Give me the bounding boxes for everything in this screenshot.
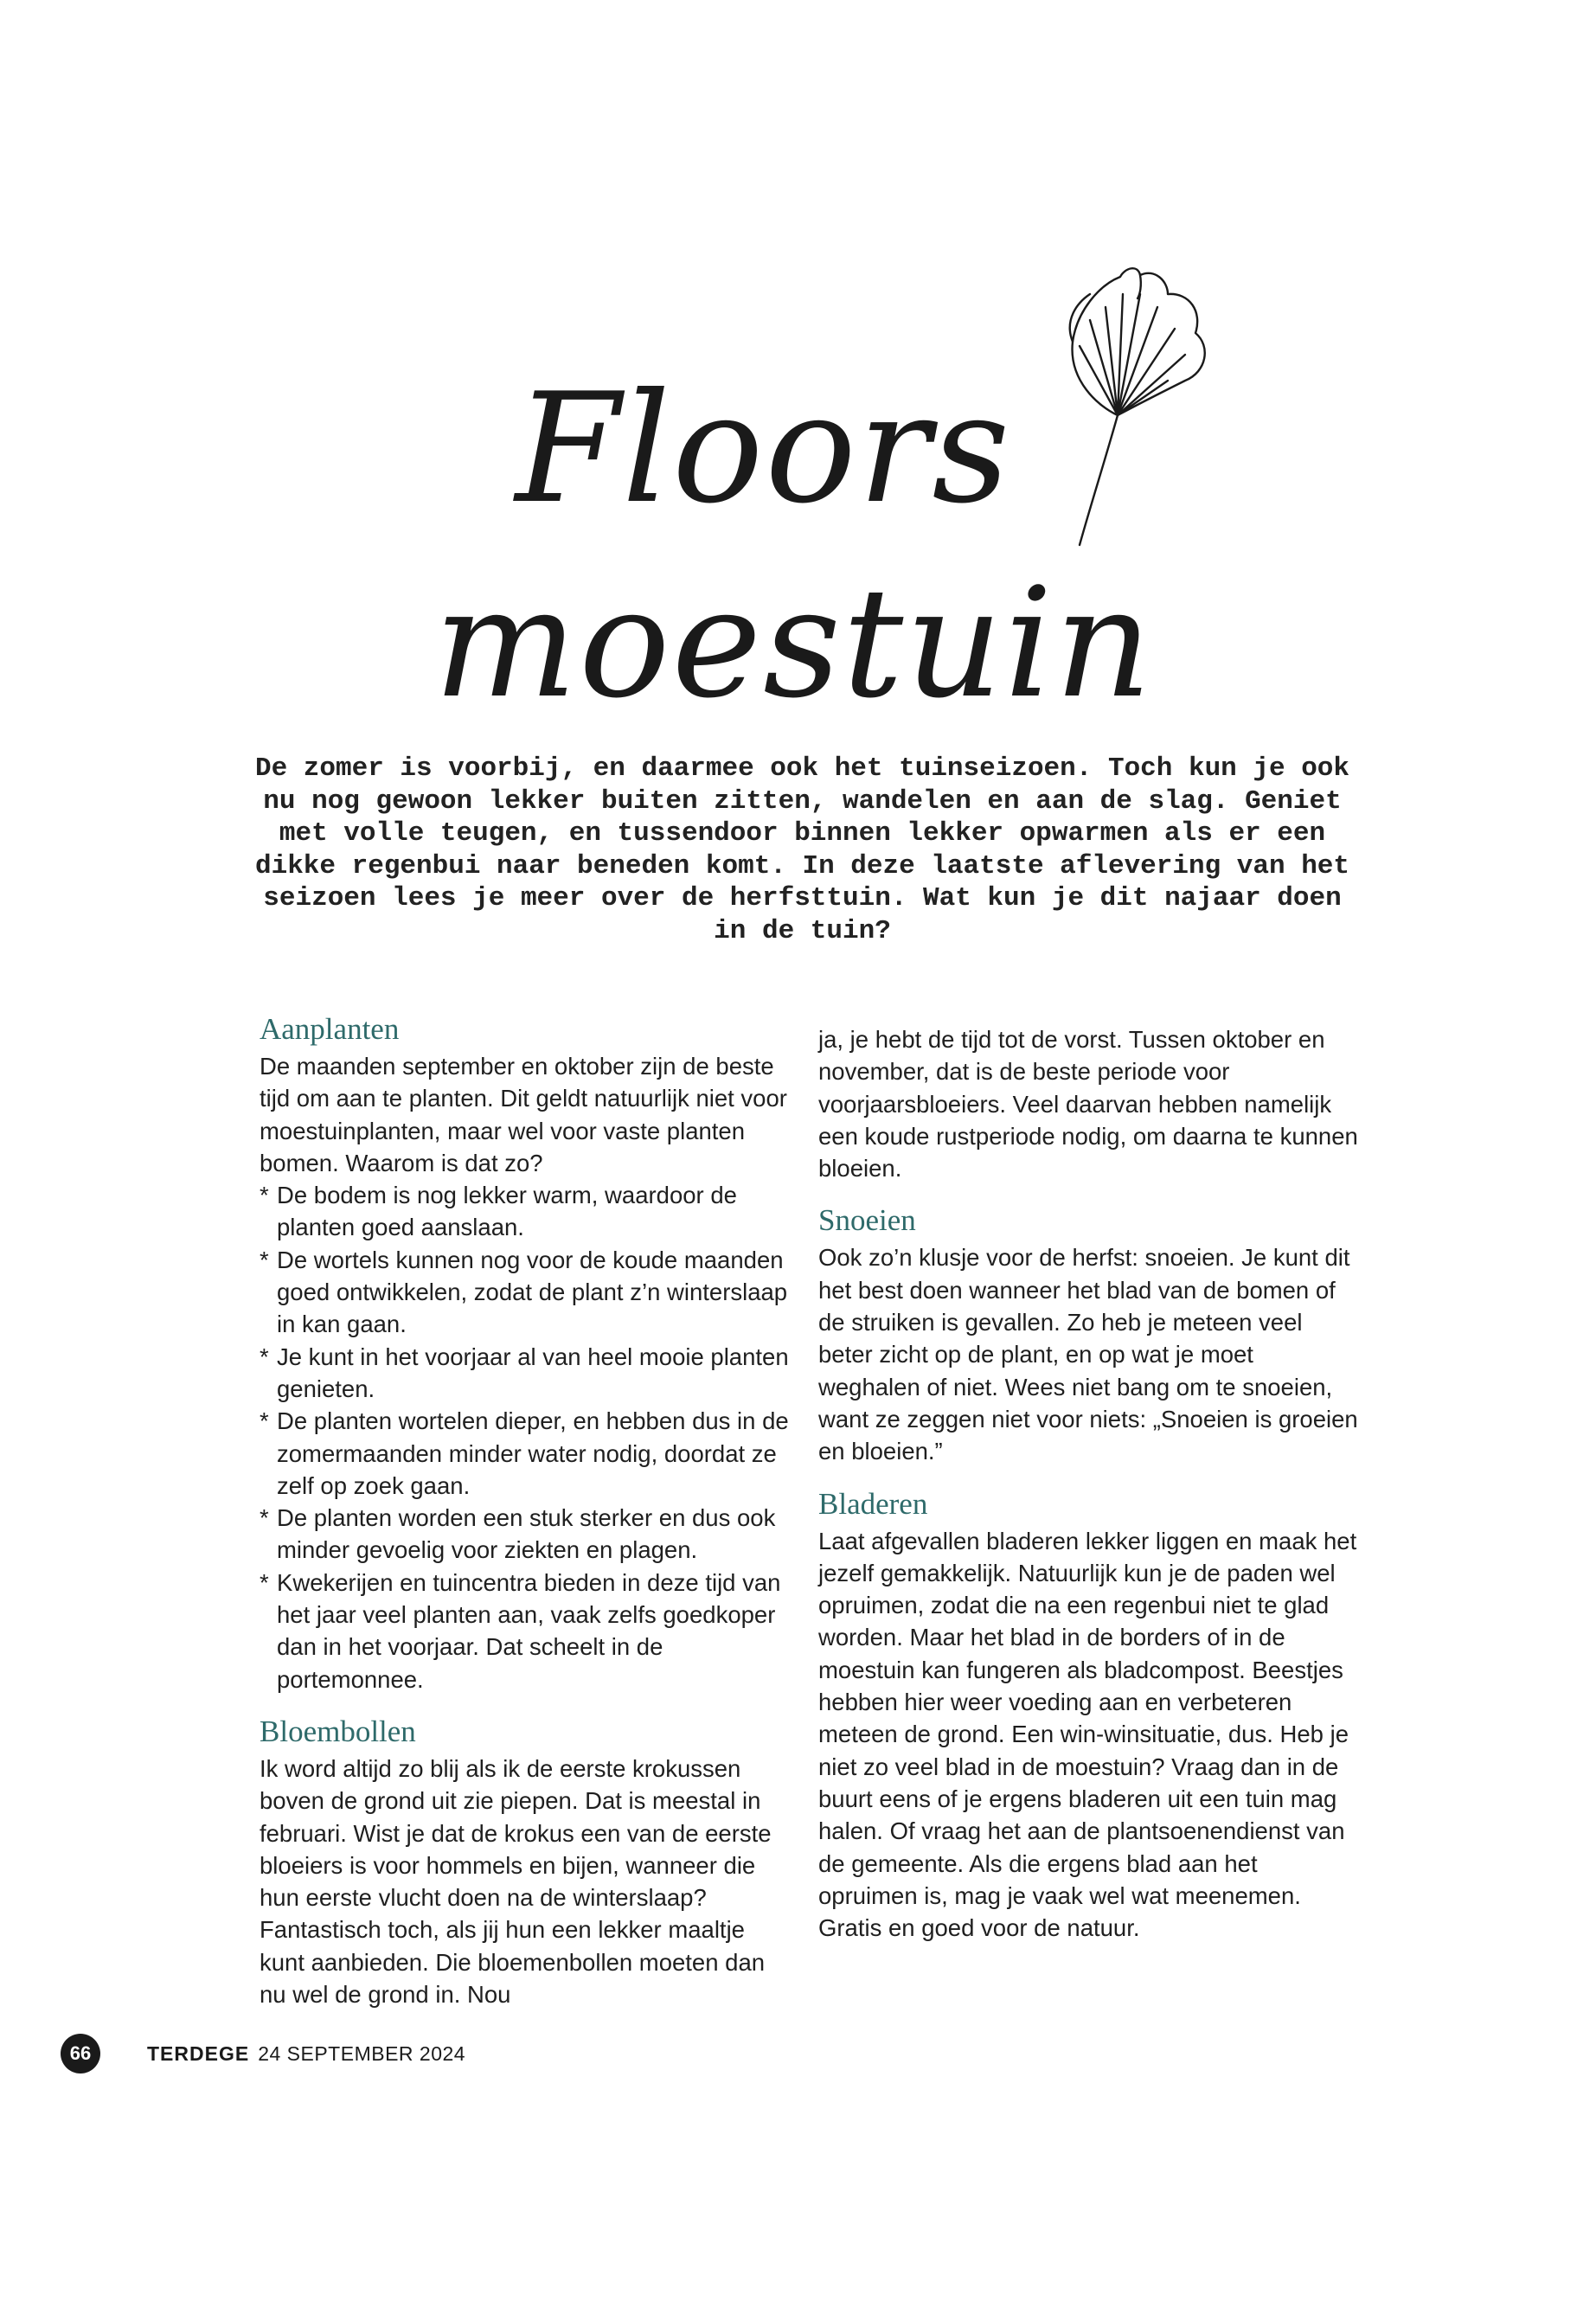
bloembollen-text-continued: ja, je hebt de tijd tot de vorst. Tussen oktober en november, dat is de beste periode voor voorjaarsbloeiers. Veel daarvan hebben namelijk een koude rustperiode nodig, om daarna te kunnen bloeien.: [818, 1026, 1358, 1183]
column-right: [818, 1023, 1359, 1944]
issue-date: 24 SEPTEMBER 2024: [258, 2041, 466, 2065]
list-item: * Je kunt in het voorjaar al van heel mooie planten genieten.: [260, 1341, 796, 1406]
title-line-1: Floors: [515, 362, 1012, 537]
list-item: * De wortels kunnen nog voor de koude maanden goed ontwikkelen, zodat de plant z’n winterslaap in kan gaan.: [260, 1244, 796, 1341]
list-item: * De planten wortelen dieper, en hebben dus in de zomermaanden minder water nodig, doordat ze zelf op zoek gaan.: [260, 1405, 796, 1502]
list-item: * Kwekerijen en tuincentra bieden in deze tijd van het jaar veel planten aan, vaak zelfs goedkoper dan in het voorjaar. Dat scheelt in de portemonnee.: [260, 1567, 796, 1695]
column-left: [260, 1012, 796, 2010]
ginkgo-flower-icon: [1038, 260, 1228, 580]
magazine-name: TERDEGE: [147, 2041, 250, 2065]
intro-text: De zomer is voorbij, en daarmee ook het tuinseizoen. Toch kun je ook nu nog gewoon lekker buiten zitten, wandelen en aan de slag. Geniet met volle teugen, en tussendoor binnen lekker opwarmen als er een dikke regenbui naar beneden komt. In deze laatste aflevering van het seizoen lees je meer over de herfsttuin. Wat kun je dit najaar doen in de tuin?: [255, 753, 1350, 946]
aanplanten-text: De maanden september en oktober zijn de beste tijd om aan te planten. Dit geldt natuurlijk niet voor moestuinplanten, maar wel voor vaste planten bomen. Waarom is dat zo?: [260, 1053, 787, 1176]
bladeren-text: Laat afgevallen bladeren lekker liggen en maak het jezelf gemakkelijk. Natuurlijk kun je de paden wel opruimen, zodat die na een regenbui niet te glad worden. Maar het blad in de borders of in de moestuin kan fungeren als bladcompost. Beestjes hebben hier weer voeding aan en verbeteren meteen de grond. Een win-winsituatie, dus. Heb je niet zo veel blad in de moestuin? Vraag dan in de buurt eens of je ergens bladeren uit een tuin mag halen. Of vraag het aan de plantsoenendienst van de gemeente. Als die ergens blad aan het opruimen is, mag je vaak wel wat meenemen. Gratis en goed voor de natuur.: [818, 1527, 1357, 1942]
list-item: * De planten worden een stuk sterker en dus ook minder gevoelig voor ziekten en plagen.: [260, 1502, 796, 1567]
page-footer: [61, 2031, 465, 2076]
page-number: 66: [61, 2034, 100, 2073]
heading-bladeren: Bladeren: [818, 1486, 928, 1521]
aanplanten-list: [260, 1179, 796, 1695]
heading-snoeien: Snoeien: [818, 1203, 916, 1238]
heading-bloembollen: Bloembollen: [260, 1714, 416, 1748]
title-line-2: moestuin: [433, 556, 1154, 732]
bloembollen-text: Ik word altijd zo blij als ik de eerste krokussen boven de grond uit zie piepen. Dat is meestal in februari. Wist je dat de krokus een van de eerste bloeiers is voor hommels en bijen, wanneer die hun eerste vlucht doen na de winterslaap? Fantastisch toch, als jij hun een lekker maaltje kunt aanbieden. Die bloemenbollen moeten dan nu wel de grond in. Nou: [260, 1754, 772, 2009]
snoeien-text: Ook zo’n klusje voor de herfst: snoeien. Je kunt dit het best doen wanneer het blad van de bomen of de struiken is gevallen. Zo heb je meteen veel beter zicht op de plant, en op wat je moet weghalen of niet. Wees niet bang om te snoeien, want ze zeggen niet voor niets: „Snoeien is groeien en bloeien.”: [818, 1244, 1358, 1465]
heading-aanplanten: Aanplanten: [260, 1012, 400, 1046]
list-item: * De bodem is nog lekker warm, waardoor de planten goed aanslaan.: [260, 1179, 796, 1244]
